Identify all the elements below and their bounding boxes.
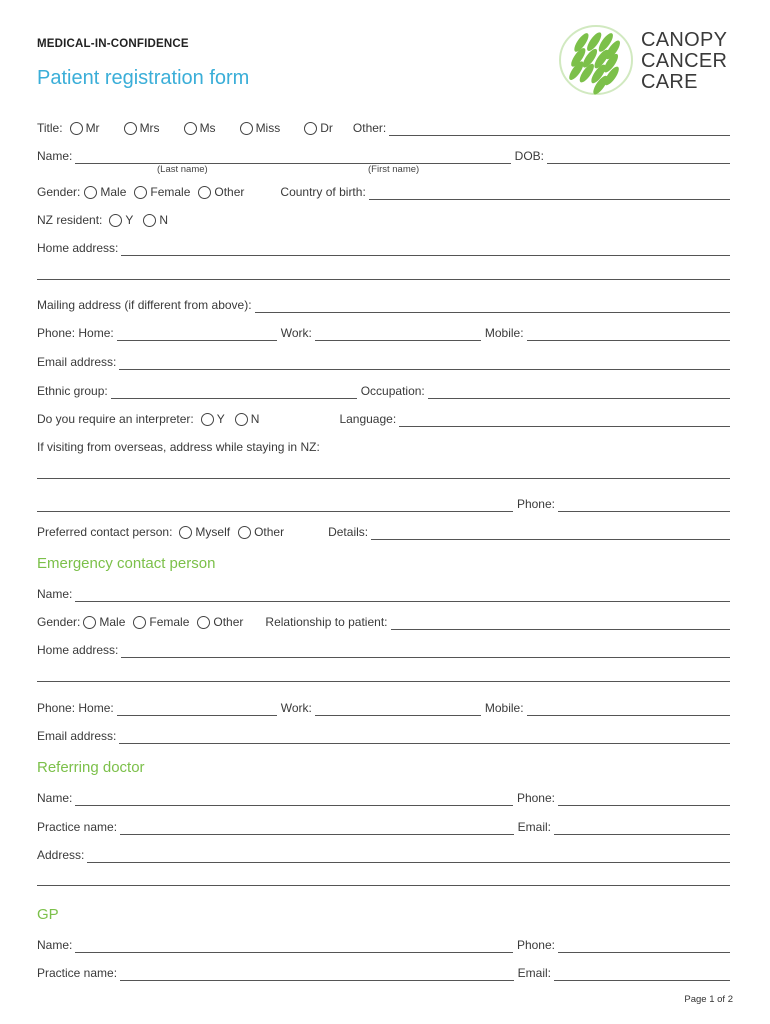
occupation-label: Occupation: [360, 384, 425, 398]
referring-name-field[interactable] [75, 793, 513, 806]
relationship-label: Relationship to patient: [265, 615, 388, 629]
overseas-phone-field[interactable] [558, 499, 730, 512]
overseas-address-line-1[interactable] [37, 478, 730, 479]
gp-name-field[interactable] [75, 940, 513, 953]
overseas-phone-row [37, 492, 730, 512]
emergency-phone-row [37, 696, 730, 716]
occupation-field[interactable] [428, 386, 730, 399]
emergency-mobile-field[interactable] [527, 703, 730, 716]
emergency-email-label: Email address: [37, 729, 117, 743]
email-row [37, 350, 730, 370]
relationship-field[interactable] [391, 617, 731, 630]
gp-phone-field[interactable] [558, 940, 730, 953]
ethnic-label: Ethnic group: [37, 384, 108, 398]
phone-row [37, 321, 730, 341]
country-label: Country of birth: [280, 185, 366, 199]
emergency-email-field[interactable] [119, 731, 730, 744]
radio-emergency-female[interactable]: Female [133, 615, 189, 630]
radio-interpreter-no[interactable]: N [235, 412, 260, 427]
interpreter-label: Do you require an interpreter: [37, 412, 194, 426]
last-name-hint: (Last name) [157, 164, 208, 175]
emergency-email-row [37, 724, 730, 744]
phone-home-field[interactable] [117, 328, 277, 341]
overseas-label: If visiting from overseas, address while staying in NZ: [37, 440, 320, 454]
logo-wordmark: CANOPY CANCER CARE [641, 29, 728, 93]
language-field[interactable] [399, 414, 730, 427]
radio-title-ms[interactable]: Ms [184, 121, 216, 136]
referring-name-label: Name: [37, 791, 73, 805]
referring-phone-field[interactable] [558, 793, 730, 806]
nz-resident-label: NZ resident: [37, 213, 103, 227]
radio-nz-no[interactable]: N [143, 213, 168, 228]
referring-phone-label: Phone: [516, 791, 555, 805]
phone-mobile-label: Mobile: [484, 326, 524, 340]
gender-label: Gender: [37, 185, 81, 199]
home-address-row [37, 236, 730, 256]
radio-gender-male[interactable]: Male [84, 185, 126, 200]
radio-title-dr[interactable]: Dr [304, 121, 333, 136]
gp-name-label: Name: [37, 938, 73, 952]
form-title: Patient registration form [37, 67, 250, 89]
interpreter-row [37, 407, 730, 427]
emergency-gender-label: Gender: [37, 615, 81, 629]
gp-name-row [37, 933, 730, 953]
referring-address-line-2[interactable] [37, 885, 730, 886]
home-address-field[interactable] [121, 243, 730, 256]
radio-gender-other[interactable]: Other [198, 185, 244, 200]
dob-label: DOB: [514, 149, 544, 163]
overseas-address-line-2[interactable] [37, 499, 513, 512]
email-label: Email address: [37, 355, 117, 369]
ethnic-field[interactable] [111, 386, 357, 399]
title-other-field[interactable] [389, 123, 730, 136]
referring-email-field[interactable] [554, 822, 730, 835]
phone-work-field[interactable] [315, 328, 481, 341]
overseas-row [37, 435, 730, 455]
emergency-home-row [37, 638, 730, 658]
first-name-hint: (First name) [368, 164, 420, 175]
emergency-work-field[interactable] [315, 703, 481, 716]
phone-work-label: Work: [280, 326, 312, 340]
radio-emergency-other[interactable]: Other [197, 615, 243, 630]
canopy-logo-icon [558, 24, 634, 96]
emergency-mobile-label: Mobile: [484, 701, 524, 715]
gp-practice-row [37, 961, 730, 981]
emergency-home-field[interactable] [121, 645, 730, 658]
emergency-home-label: Home address: [37, 643, 119, 657]
title-row [37, 116, 730, 136]
name-row [37, 144, 730, 164]
radio-nz-yes[interactable]: Y [109, 213, 133, 228]
gp-practice-field[interactable] [120, 968, 514, 981]
radio-title-mrs[interactable]: Mrs [124, 121, 160, 136]
gp-practice-label: Practice name: [37, 966, 118, 980]
home-address-line-2[interactable] [37, 279, 730, 280]
home-address-label: Home address: [37, 241, 119, 255]
radio-title-mr[interactable]: Mr [70, 121, 100, 136]
mailing-row [37, 293, 730, 313]
language-label: Language: [339, 412, 397, 426]
dob-field[interactable] [547, 151, 730, 164]
emergency-gender-row [37, 610, 730, 630]
radio-emergency-male[interactable]: Male [83, 615, 125, 630]
emergency-heading: Emergency contact person [37, 555, 216, 572]
referring-email-label: Email: [517, 820, 551, 834]
emergency-name-label: Name: [37, 587, 73, 601]
referring-heading: Referring doctor [37, 759, 145, 776]
country-field[interactable] [369, 187, 730, 200]
referring-address-field[interactable] [87, 850, 730, 863]
referring-practice-row [37, 815, 730, 835]
email-field[interactable] [119, 357, 730, 370]
referring-name-row [37, 786, 730, 806]
radio-title-miss[interactable]: Miss [240, 121, 281, 136]
referring-address-row [37, 843, 730, 863]
gp-heading: GP [37, 906, 59, 923]
title-label: Title: [37, 121, 63, 135]
mailing-label: Mailing address (if different from above): [37, 298, 252, 312]
gp-email-field[interactable] [554, 968, 730, 981]
nz-resident-row [37, 208, 730, 228]
emergency-phone-home-field[interactable] [117, 703, 277, 716]
emergency-phone-home-label: Phone: Home: [37, 701, 114, 715]
preferred-row [37, 520, 730, 540]
overseas-phone-label: Phone: [516, 497, 555, 511]
emergency-name-row [37, 582, 730, 602]
ethnic-row [37, 379, 730, 399]
emergency-home-line-2[interactable] [37, 681, 730, 682]
preferred-label: Preferred contact person: [37, 525, 173, 539]
emergency-name-field[interactable] [75, 589, 730, 602]
mailing-address-field[interactable] [255, 300, 730, 313]
phone-mobile-field[interactable] [527, 328, 730, 341]
details-field[interactable] [371, 527, 730, 540]
details-label: Details: [328, 525, 369, 539]
emergency-work-label: Work: [280, 701, 312, 715]
patient-name-field[interactable] [75, 151, 510, 164]
title-other-label: Other: [352, 121, 387, 135]
phone-home-label: Phone: Home: [37, 326, 114, 340]
referring-practice-label: Practice name: [37, 820, 118, 834]
referring-practice-field[interactable] [120, 822, 514, 835]
radio-preferred-other[interactable]: Other [238, 525, 284, 540]
referring-address-label: Address: [37, 848, 85, 862]
name-label: Name: [37, 149, 73, 163]
confidentiality-label: MEDICAL-IN-CONFIDENCE [37, 38, 189, 50]
page-number: Page 1 of 2 [684, 994, 733, 1005]
gp-email-label: Email: [517, 966, 551, 980]
gp-phone-label: Phone: [516, 938, 555, 952]
gender-row [37, 180, 730, 200]
radio-gender-female[interactable]: Female [134, 185, 190, 200]
radio-interpreter-yes[interactable]: Y [201, 412, 225, 427]
radio-preferred-myself[interactable]: Myself [179, 525, 230, 540]
